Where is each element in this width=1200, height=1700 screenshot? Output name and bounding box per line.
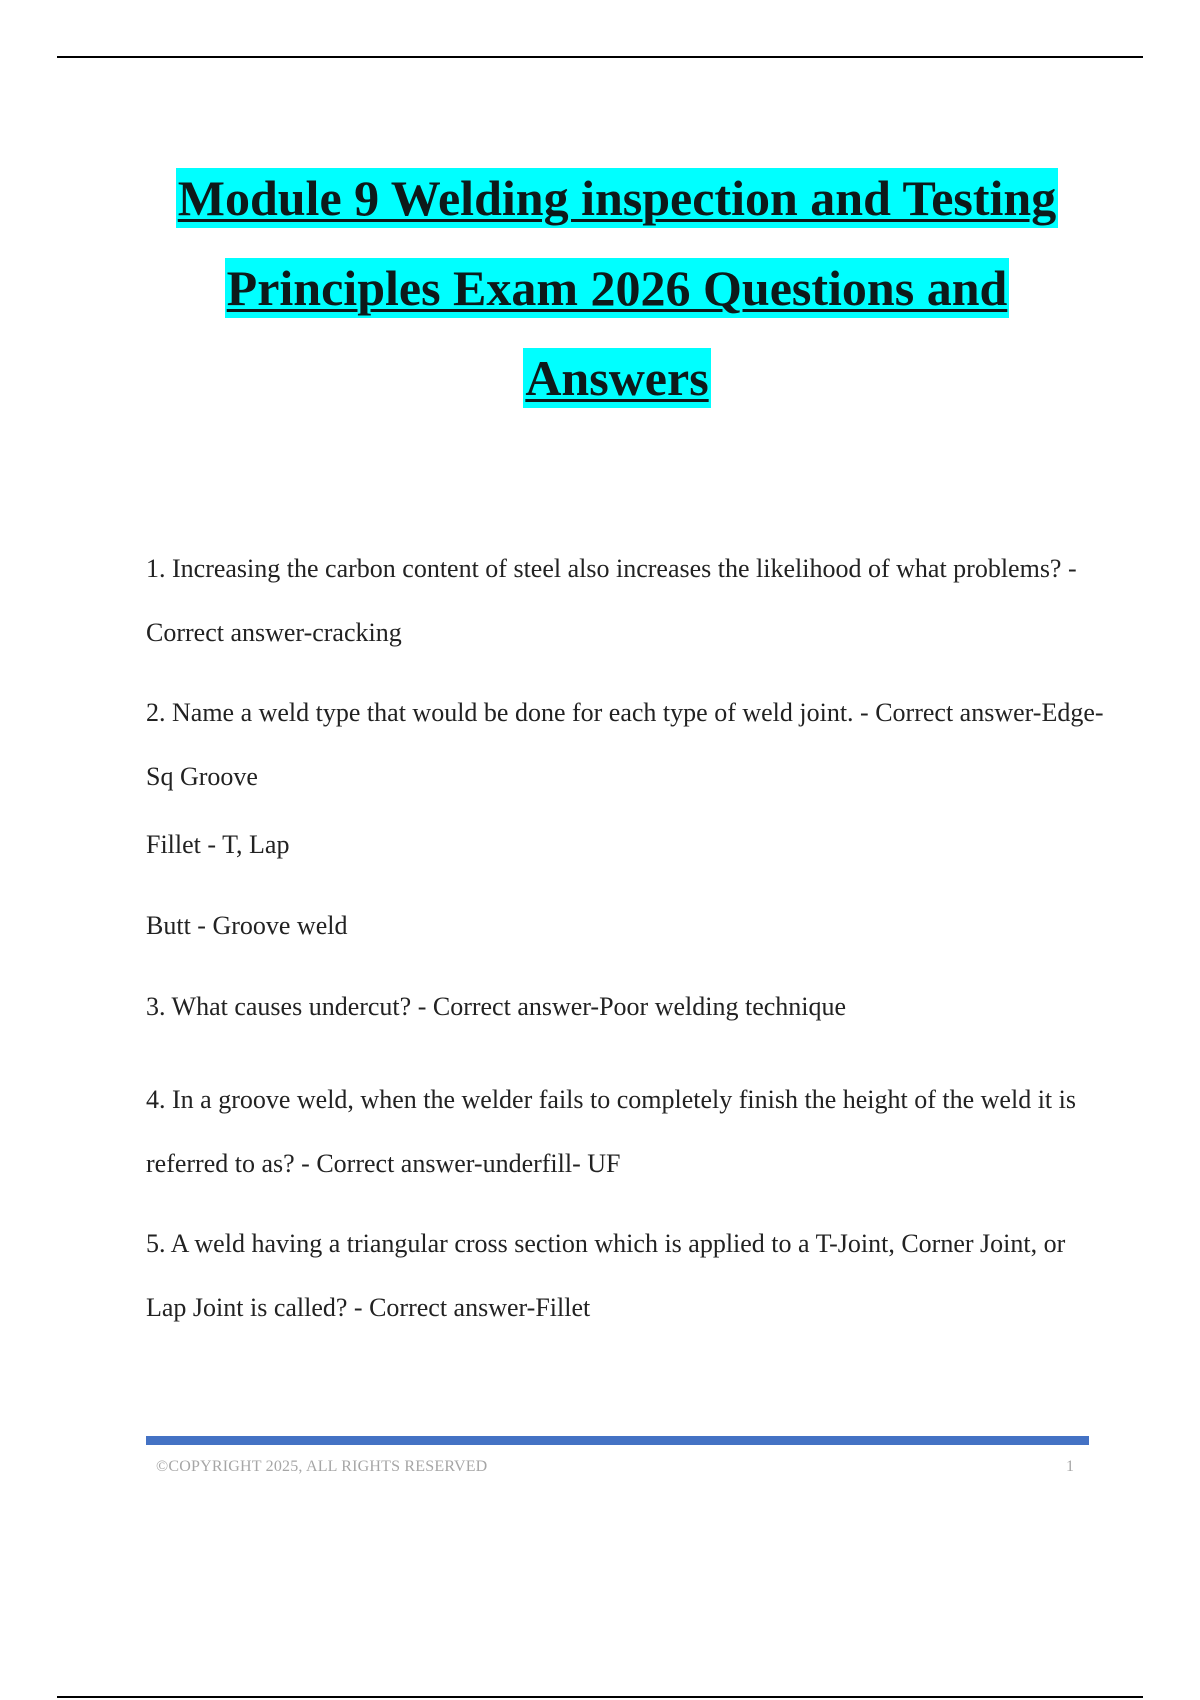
title-line-3: Answers: [525, 350, 709, 406]
title-line-1: Module 9 Welding inspection and Testing: [177, 170, 1057, 226]
footer-bar: [146, 1436, 1089, 1445]
page-number: 1: [1066, 1458, 1074, 1475]
footer-copyright: ©COPYRIGHT 2025, ALL RIGHTS RESERVED: [156, 1458, 488, 1475]
answer-line-fillet: Fillet - T, Lap: [146, 830, 290, 859]
document-title: [57, 168, 1177, 438]
bottom-rule: [57, 1696, 1143, 1698]
answer-line-butt: Butt - Groove weld: [146, 911, 348, 940]
question-3: 3. What causes undercut? - Correct answer-Poor welding technique: [146, 992, 847, 1021]
question-1: 1. Increasing the carbon content of steel also increases the likelihood of what problems? - Correct answer-cracking: [146, 554, 1077, 647]
title-line-2: Principles Exam 2026 Questions and: [226, 260, 1008, 316]
question-5: 5. A weld having a triangular cross section which is applied to a T-Joint, Corner Joint, or Lap Joint is called? - Correct answer-Fillet: [146, 1229, 1066, 1322]
question-2: 2. Name a weld type that would be done for each type of weld joint. - Correct answer-Edge-Sq Groove: [146, 698, 1104, 791]
document-body: [146, 537, 1106, 1356]
top-rule: [57, 56, 1143, 58]
question-4: 4. In a groove weld, when the welder fails to completely finish the height of the weld it is referred to as? - Correct answer-underfill- UF: [146, 1085, 1076, 1178]
